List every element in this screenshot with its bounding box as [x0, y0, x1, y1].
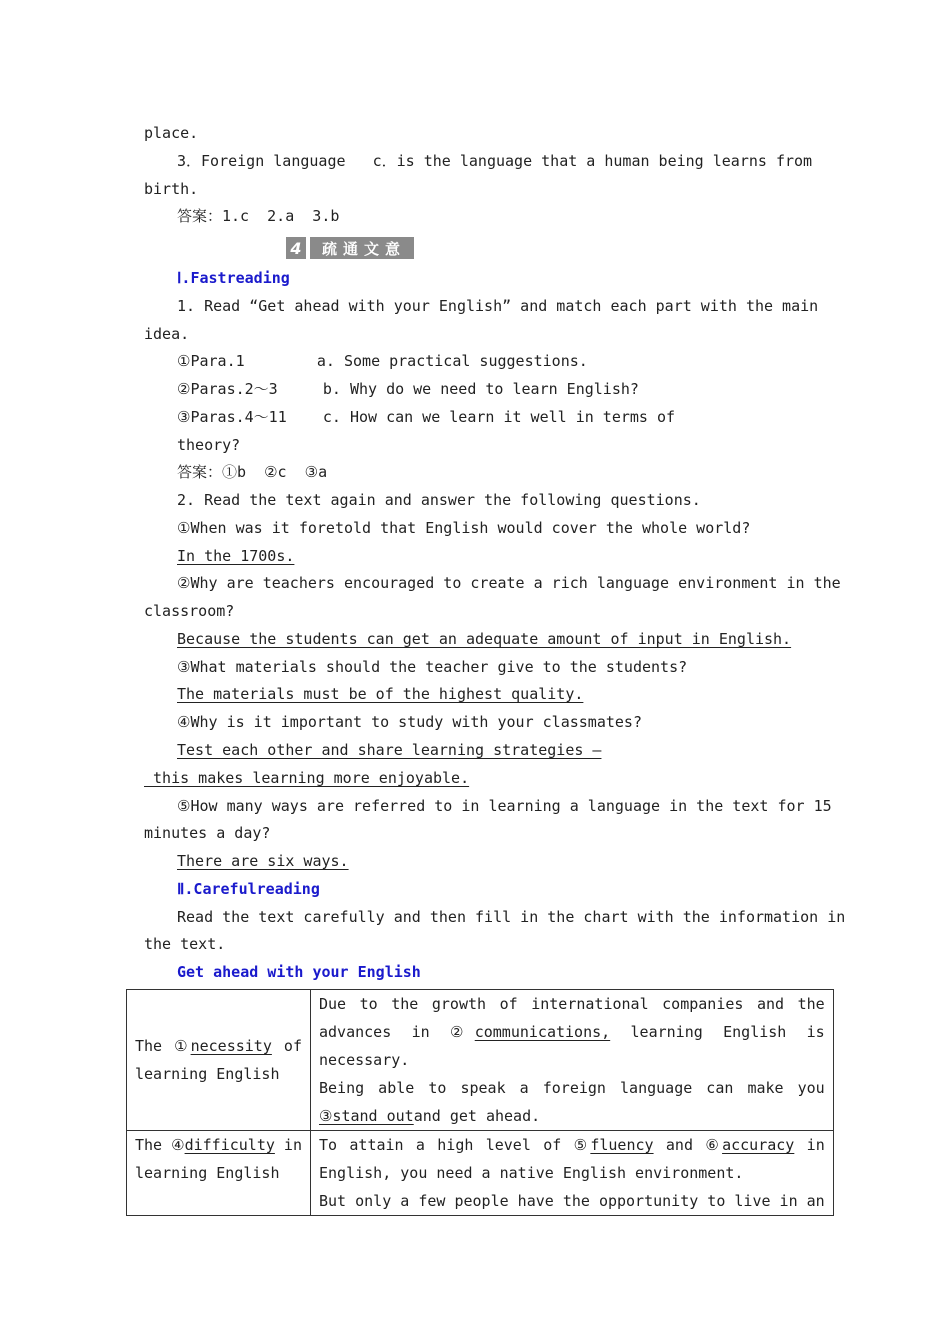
table-row	[127, 990, 834, 1131]
blank-answer: difficulty	[184, 1136, 275, 1154]
table-cell-content: Due to the growth of international companies and the advances in ②communications, learning English is necessary. Being able to speak a foreign language can make you ③stand outand get ahead.	[310, 990, 833, 1131]
section-title: 疏通文意	[310, 237, 414, 259]
question-line: ④Why is it important to study with your classmates?	[177, 713, 642, 731]
chart-title: Get ahead with your English	[177, 963, 421, 981]
blank-answer: ③stand out	[318, 1107, 414, 1125]
text-line: birth.	[144, 180, 199, 198]
table-cell-label: The ④difficulty in learning English	[127, 1131, 311, 1216]
question-line: ①When was it foretold that English would cover the whole world?	[177, 519, 751, 537]
blank-answer: communications,	[474, 1023, 611, 1041]
question-line: minutes a day?	[144, 824, 271, 842]
question-line: idea.	[144, 325, 190, 343]
section-banner	[286, 237, 414, 259]
match-item: ②Paras.2～3 b. Why do we need to learn English?	[177, 380, 639, 398]
answer-line: The materials must be of the highest quality.	[177, 685, 584, 703]
section-heading: Ⅰ.Fastreading	[177, 269, 290, 287]
answer-line: 答案：1.c 2.a 3.b	[177, 207, 340, 225]
instruction-line: the text.	[144, 935, 226, 953]
table-cell-content: To attain a high level of ⑤fluency and ⑥accuracy in English, you need a native English environment. But only a few people have the opportunity to live in an	[310, 1131, 833, 1216]
answer-line: 答案：①b ②c ③a	[177, 463, 328, 481]
blank-answer: necessity	[190, 1037, 272, 1055]
section-heading: Ⅱ.Carefulreading	[177, 880, 320, 898]
question-line: ⑤How many ways are referred to in learning a language in the text for 15	[177, 797, 832, 815]
table-cell-label: The ①necessity of learning English	[127, 990, 311, 1131]
blank-answer: fluency	[590, 1136, 654, 1154]
answer-line: Test each other and share learning strategies —	[177, 741, 602, 759]
answer-line: Because the students can get an adequate amount of input in English.	[177, 630, 792, 648]
answer-line: There are six ways.	[177, 852, 349, 870]
text-line: 3．Foreign language c．is the language that a human being learns from	[177, 152, 813, 170]
match-item: ①Para.1 a. Some practical suggestions.	[177, 352, 588, 370]
table-row	[127, 1131, 834, 1216]
instruction-line: Read the text carefully and then fill in the chart with the information in	[177, 908, 846, 926]
question-line: 2. Read the text again and answer the following questions.	[177, 491, 701, 509]
text-line: place.	[144, 124, 199, 142]
blank-answer: accuracy	[722, 1136, 795, 1154]
question-line: ③What materials should the teacher give to the students?	[177, 658, 688, 676]
question-line: classroom?	[144, 602, 235, 620]
match-item: theory?	[177, 436, 241, 454]
match-item: ③Paras.4～11 c. How can we learn it well in terms of	[177, 408, 676, 426]
section-number: 4	[286, 237, 306, 259]
question-line: ②Why are teachers encouraged to create a rich language environment in the	[177, 574, 841, 592]
question-line: 1. Read “Get ahead with your English” and match each part with the main	[177, 297, 819, 315]
answer-line: In the 1700s.	[177, 547, 295, 565]
info-chart	[126, 989, 834, 1216]
answer-line: this makes learning more enjoyable.	[144, 769, 470, 787]
